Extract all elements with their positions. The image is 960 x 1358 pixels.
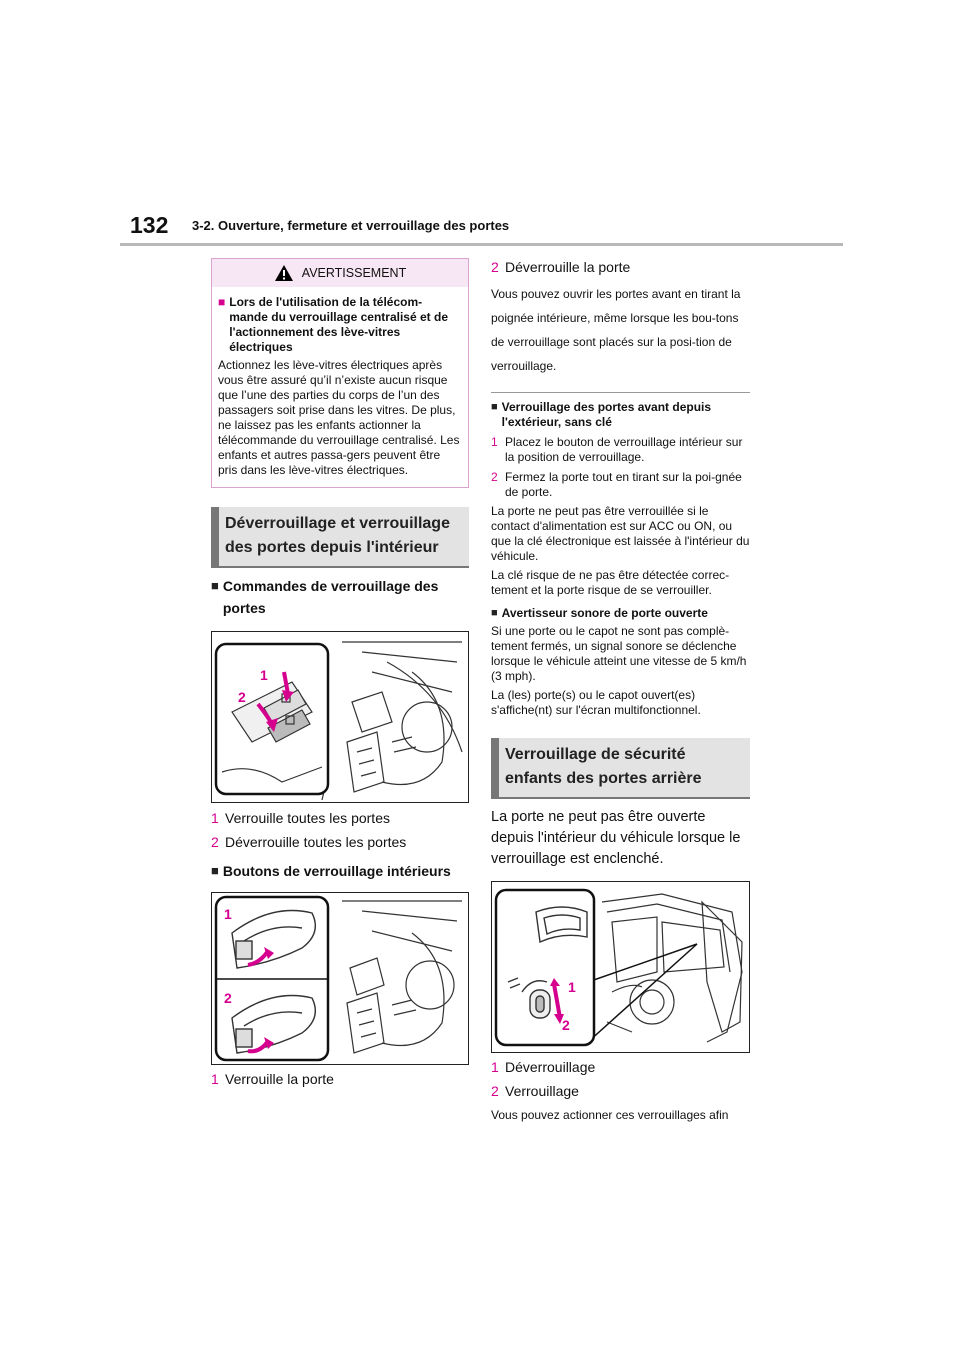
item-text: Déverrouillage — [505, 1059, 596, 1075]
paragraph-note: Vous pouvez actionner ces verrouillages afin — [491, 1108, 729, 1122]
paragraph: La porte ne peut pas être verrouillée si le contact d'alimentation est sur ACC ou ON, ou que la clé électronique est laissée à l'intérieur du véhicule. — [491, 504, 750, 563]
figure-label-2: 2 — [562, 1017, 570, 1033]
step-item — [491, 435, 750, 465]
step-item — [491, 470, 750, 500]
square-bullet-icon: ■ — [218, 295, 226, 309]
left-column — [211, 258, 469, 1088]
section-heading-child-lock: Verrouillage de sécurité enfants des portes arrière — [491, 738, 750, 799]
item-number: 2 — [211, 834, 219, 850]
section-title: 3-2. Ouverture, fermeture et verrouillage des portes — [192, 218, 510, 233]
figure-label-1: 1 — [568, 979, 576, 995]
item-number: 1 — [211, 810, 219, 826]
list-item — [211, 809, 469, 827]
subheading-door-lock-switches — [211, 575, 469, 619]
figure-child-lock — [491, 881, 750, 1053]
item-text: Déverrouille la porte — [505, 259, 631, 275]
step-number: 2 — [491, 470, 498, 484]
subheading-text: Avertisseur sonore de porte ouverte — [501, 606, 708, 620]
warning-triangle-icon — [274, 264, 294, 282]
figure-label-1: 1 — [260, 667, 268, 683]
list-item — [491, 1058, 750, 1076]
warning-title: AVERTISSEMENT — [301, 266, 407, 280]
warning-subtitle — [218, 295, 460, 355]
subheading-text: Commandes de verrouillage des portes — [222, 578, 439, 616]
figure-label-1: 1 — [224, 906, 232, 922]
list-item — [211, 833, 469, 851]
list-item — [491, 1082, 750, 1100]
warning-text: Actionnez les lève-vitres électriques après vous être assuré qu’il n’existe aucun risque que l’une des parties du corps de l’un des passagers soit prise dans les vitres. De plus, ne laissez pas les enfants actionner la télécommande du verrouillage centralisé. Les enfants et autres passa-gers peuvent être pris dans les lève-vitres électriques. — [218, 358, 460, 477]
section-heading-interior: Déverrouillage et verrouillage des portes depuis l'intérieur — [211, 507, 469, 568]
paragraph: La (les) porte(s) ou le capot ouvert(es) s'affiche(nt) sur l'écran multifonctionnel. — [491, 688, 701, 717]
page-number: 132 — [130, 212, 169, 238]
subheading-open-door-buzzer — [491, 606, 750, 621]
subheading-text: Verrouillage des portes avant depuis l'extérieur, sans clé — [501, 400, 712, 429]
item-number: 1 — [491, 1059, 499, 1075]
item-number: 1 — [211, 1071, 219, 1087]
figure-inside-lock-buttons — [211, 892, 469, 1065]
figure-label-2: 2 — [224, 990, 232, 1006]
item-text: Déverrouille toutes les portes — [225, 834, 407, 850]
item-text: Verrouillage — [505, 1083, 579, 1099]
square-bullet-icon: ■ — [211, 578, 219, 593]
item-text: Verrouille toutes les portes — [225, 810, 390, 826]
step-text: Placez le bouton de verrouillage intérieur sur la position de verrouillage. — [505, 435, 743, 464]
list-item — [491, 258, 750, 276]
paragraph-intro: La porte ne peut pas être ouverte depuis l'intérieur du véhicule lorsque le verrouillage est enclenché. — [491, 809, 741, 867]
right-column — [491, 258, 750, 1123]
square-bullet-icon: ■ — [491, 401, 498, 413]
header-rule — [120, 243, 843, 246]
warning-body — [212, 287, 468, 487]
warning-subtitle-text: Lors de l'utilisation de la télécom-mande du verrouillage centralisé et de l'actionnement des lève-vitres électriques — [229, 295, 448, 354]
list-item — [211, 1070, 469, 1088]
warning-box — [211, 258, 469, 488]
subheading-inside-lock-buttons — [211, 860, 469, 882]
warning-header — [212, 259, 468, 287]
paragraph: La clé risque de ne pas être détectée correc-tement et la porte risque de se verrouiller. — [491, 568, 730, 597]
note-inside-handle: Vous pouvez ouvrir les portes avant en tirant la poignée intérieure, même lorsque les bou-tons de verrouillage sont placés sur la posi-tion de verrouillage. — [491, 287, 741, 373]
figure-label-2: 2 — [238, 689, 246, 705]
subheading-exterior-lock — [491, 400, 750, 430]
square-bullet-icon: ■ — [211, 863, 219, 878]
item-number: 2 — [491, 259, 499, 275]
figure-door-lock-switches — [211, 631, 469, 803]
paragraph: Si une porte ou le capot ne sont pas complè-tement fermés, un signal sonore se déclenche lorsque le véhicule atteint une vitesse de 5 km/h (3 mph). — [491, 624, 747, 683]
step-text: Fermez la porte tout en tirant sur la poi-gnée de porte. — [505, 470, 742, 499]
item-text: Verrouille la porte — [225, 1071, 334, 1087]
step-number: 1 — [491, 435, 498, 449]
square-bullet-icon: ■ — [491, 607, 498, 619]
item-number: 2 — [491, 1083, 499, 1099]
subheading-text: Boutons de verrouillage intérieurs — [222, 863, 451, 879]
